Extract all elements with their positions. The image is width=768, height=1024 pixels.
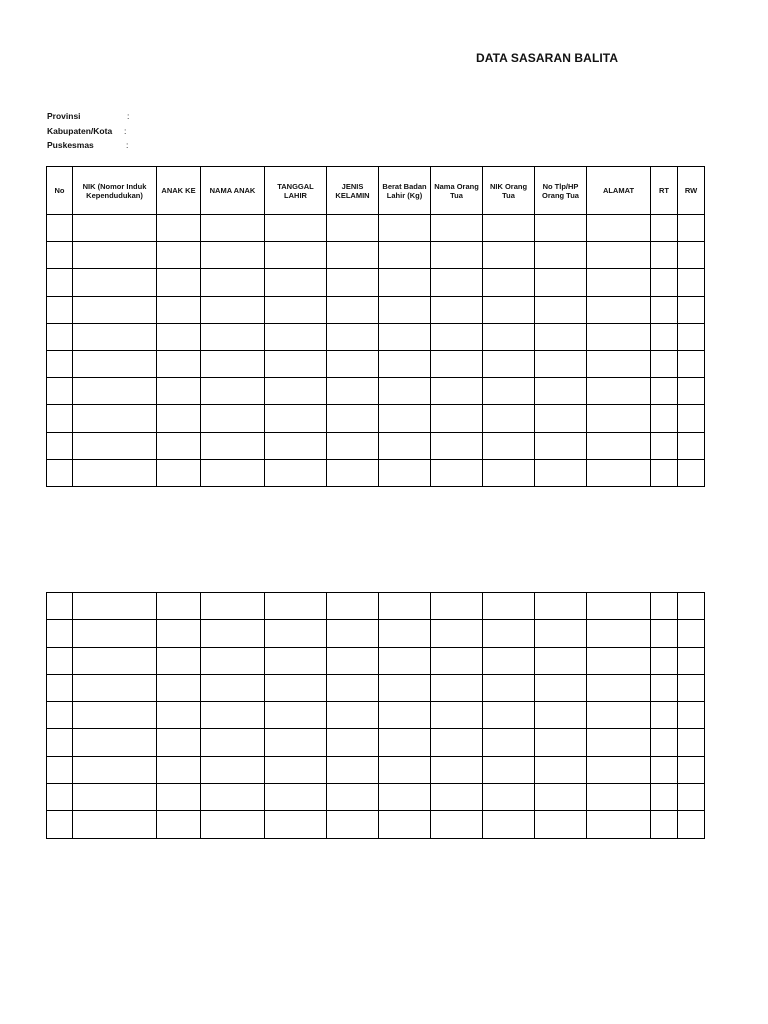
table-cell[interactable] [265,378,327,405]
table-cell[interactable] [587,215,651,242]
table-cell[interactable] [379,215,431,242]
table-cell[interactable] [587,350,651,377]
table-row [47,811,705,838]
table-cell[interactable] [535,296,587,323]
header-nama-anak: NAMA ANAK [201,167,265,215]
table-cell[interactable] [47,323,73,350]
table-cell[interactable] [379,674,431,701]
table-cell[interactable] [379,593,431,620]
table-cell[interactable] [201,729,265,756]
table-cell[interactable] [431,459,483,486]
table-header-row [47,167,705,215]
table-cell[interactable] [651,269,678,296]
table-cell[interactable] [47,674,73,701]
table-cell[interactable] [678,729,705,756]
table-cell[interactable] [157,620,201,647]
table-cell[interactable] [678,378,705,405]
table-cell[interactable] [483,378,535,405]
table-cell[interactable] [678,756,705,783]
table-cell[interactable] [157,242,201,269]
header-rw: RW [678,167,705,215]
table-cell[interactable] [265,350,327,377]
table-cell[interactable] [483,405,535,432]
table-cell[interactable] [201,674,265,701]
table-cell[interactable] [47,242,73,269]
table-cell[interactable] [157,323,201,350]
table-cell[interactable] [483,756,535,783]
table-cell[interactable] [327,432,379,459]
table-cell[interactable] [73,593,157,620]
table-cell[interactable] [535,756,587,783]
table-cell[interactable] [157,215,201,242]
table-cell[interactable] [327,702,379,729]
table-cell[interactable] [535,405,587,432]
table-cell[interactable] [431,378,483,405]
balita-data-table [46,166,705,487]
header-no: No [47,167,73,215]
table-cell[interactable] [651,756,678,783]
table-cell[interactable] [47,378,73,405]
table-cell[interactable] [587,811,651,838]
table-cell[interactable] [379,811,431,838]
table-cell[interactable] [201,350,265,377]
table-cell[interactable] [431,811,483,838]
table-cell[interactable] [157,729,201,756]
page-title: DATA SASARAN BALITA [476,51,619,65]
table-cell[interactable] [587,784,651,811]
table-cell[interactable] [678,811,705,838]
table-cell[interactable] [678,323,705,350]
table-cell[interactable] [483,729,535,756]
table-cell[interactable] [157,405,201,432]
table-cell[interactable] [157,350,201,377]
table-cell[interactable] [587,269,651,296]
table-cell[interactable] [73,784,157,811]
table-cell[interactable] [431,674,483,701]
table-cell[interactable] [327,620,379,647]
table-cell[interactable] [157,432,201,459]
table-cell[interactable] [483,269,535,296]
table-cell[interactable] [379,647,431,674]
table-cell[interactable] [379,702,431,729]
table-cell[interactable] [587,405,651,432]
table-row [47,215,705,242]
table-cell[interactable] [483,323,535,350]
table-cell[interactable] [73,323,157,350]
table-cell[interactable] [483,593,535,620]
table-cell[interactable] [483,784,535,811]
table-cell[interactable] [201,620,265,647]
table-cell[interactable] [379,350,431,377]
table-cell[interactable] [379,620,431,647]
table-cell[interactable] [651,459,678,486]
table-row [47,432,705,459]
table-cell[interactable] [201,242,265,269]
table-cell[interactable] [265,405,327,432]
table-cell[interactable] [483,296,535,323]
table-cell[interactable] [535,269,587,296]
table-cell[interactable] [678,242,705,269]
table-cell[interactable] [201,269,265,296]
table-cell[interactable] [47,702,73,729]
table-row [47,350,705,377]
table-cell[interactable] [651,215,678,242]
table-cell[interactable] [265,269,327,296]
table-cell[interactable] [47,620,73,647]
table-cell[interactable] [265,756,327,783]
meta-colon-kabupaten-kota: : [124,125,127,136]
table-cell[interactable] [431,620,483,647]
table-cell[interactable] [431,405,483,432]
table-cell[interactable] [379,378,431,405]
table-cell[interactable] [483,647,535,674]
meta-label-puskesmas: Puskesmas [47,140,94,150]
table-cell[interactable] [379,405,431,432]
table-row [47,459,705,486]
table-cell[interactable] [587,729,651,756]
table-cell[interactable] [535,784,587,811]
table-cell[interactable] [678,459,705,486]
table-cell[interactable] [73,350,157,377]
table-cell[interactable] [535,215,587,242]
table-cell[interactable] [587,756,651,783]
table-cell[interactable] [587,378,651,405]
table-cell[interactable] [201,593,265,620]
table-cell[interactable] [483,215,535,242]
table-cell[interactable] [535,647,587,674]
table-cell[interactable] [47,350,73,377]
table-cell[interactable] [47,784,73,811]
table-cell[interactable] [651,729,678,756]
header-jenis-kelamin: JENIS KELAMIN [327,167,379,215]
meta-colon-puskesmas: : [126,140,129,150]
table-cell[interactable] [379,296,431,323]
table-cell[interactable] [265,784,327,811]
table-cell[interactable] [327,350,379,377]
table-cell[interactable] [327,269,379,296]
table-row [47,378,705,405]
table-cell[interactable] [73,269,157,296]
header-nik-orang-tua: NIK Orang Tua [483,167,535,215]
table-cell[interactable] [651,378,678,405]
table-cell[interactable] [651,674,678,701]
table-cell[interactable] [678,296,705,323]
table-cell[interactable] [47,729,73,756]
table-cell[interactable] [678,702,705,729]
table-cell[interactable] [651,432,678,459]
header-rt: RT [651,167,678,215]
table-cell[interactable] [47,405,73,432]
table-cell[interactable] [327,647,379,674]
table-cell[interactable] [327,242,379,269]
table-cell[interactable] [431,242,483,269]
table-cell[interactable] [157,296,201,323]
table-cell[interactable] [651,242,678,269]
table-cell[interactable] [73,674,157,701]
table-cell[interactable] [678,350,705,377]
table-cell[interactable] [327,323,379,350]
table-cell[interactable] [535,242,587,269]
table-cell[interactable] [483,620,535,647]
table-cell[interactable] [678,432,705,459]
table-cell[interactable] [651,784,678,811]
table-row [47,620,705,647]
table-cell[interactable] [201,702,265,729]
table-cell[interactable] [587,459,651,486]
table-row [47,729,705,756]
table-cell[interactable] [327,784,379,811]
table-cell[interactable] [47,215,73,242]
table-cell[interactable] [651,593,678,620]
header-tanggal-lahir: TANGGAL LAHIR [265,167,327,215]
table-cell[interactable] [327,459,379,486]
header-no-tlp-orang-tua: No Tlp/HP Orang Tua [535,167,587,215]
table-cell[interactable] [157,378,201,405]
table-cell[interactable] [201,647,265,674]
table-cell[interactable] [265,215,327,242]
table-cell[interactable] [201,323,265,350]
balita-continuation-table [46,592,705,839]
table-cell[interactable] [265,593,327,620]
table-cell[interactable] [431,296,483,323]
table-cell[interactable] [201,432,265,459]
table-cell[interactable] [651,620,678,647]
table-cell[interactable] [431,215,483,242]
table-cell[interactable] [651,647,678,674]
table-cell[interactable] [379,784,431,811]
table-cell[interactable] [73,756,157,783]
table-cell[interactable] [379,756,431,783]
table-cell[interactable] [201,405,265,432]
table-row [47,405,705,432]
table-cell[interactable] [73,620,157,647]
table-cell[interactable] [47,647,73,674]
table-cell[interactable] [265,620,327,647]
table-cell[interactable] [47,756,73,783]
table-cell[interactable] [678,647,705,674]
table-row [47,242,705,269]
table-cell[interactable] [265,702,327,729]
table-cell[interactable] [651,702,678,729]
table-cell[interactable] [431,323,483,350]
table-row [47,593,705,620]
table-cell[interactable] [327,215,379,242]
table-cell[interactable] [483,242,535,269]
table-cell[interactable] [483,459,535,486]
table-cell[interactable] [47,593,73,620]
table-row [47,756,705,783]
table-cell[interactable] [651,405,678,432]
table-cell[interactable] [535,729,587,756]
table-cell[interactable] [73,215,157,242]
table-cell[interactable] [157,674,201,701]
table-cell[interactable] [431,269,483,296]
table-cell[interactable] [73,242,157,269]
second-table-body [47,593,705,839]
table-cell[interactable] [265,729,327,756]
table-cell[interactable] [73,459,157,486]
table-cell[interactable] [265,296,327,323]
table-cell[interactable] [651,323,678,350]
table-cell[interactable] [587,432,651,459]
table-cell[interactable] [651,811,678,838]
header-alamat: ALAMAT [587,167,651,215]
table-cell[interactable] [327,756,379,783]
table-cell[interactable] [587,323,651,350]
header-nik: NIK (Nomor Induk Kependudukan) [73,167,157,215]
table-row [47,674,705,701]
table-cell[interactable] [157,647,201,674]
table-cell[interactable] [47,811,73,838]
table-cell[interactable] [327,729,379,756]
table-cell[interactable] [73,296,157,323]
table-cell[interactable] [587,702,651,729]
table-cell[interactable] [535,378,587,405]
table-row [47,702,705,729]
table-cell[interactable] [201,784,265,811]
header-berat-badan-lahir: Berat Badan Lahir (Kg) [379,167,431,215]
meta-label-kabupaten-kota: Kabupaten/Kota [47,125,113,136]
table-cell[interactable] [327,593,379,620]
table-cell[interactable] [678,674,705,701]
table-cell[interactable] [379,269,431,296]
table-cell[interactable] [535,323,587,350]
table-row [47,784,705,811]
table-row [47,269,705,296]
table-cell[interactable] [73,729,157,756]
table-cell[interactable] [265,323,327,350]
table-cell[interactable] [379,242,431,269]
table-cell[interactable] [379,459,431,486]
table-cell[interactable] [678,215,705,242]
table-cell[interactable] [201,296,265,323]
table-cell[interactable] [651,350,678,377]
table-cell[interactable] [535,593,587,620]
table-cell[interactable] [265,674,327,701]
table-cell[interactable] [535,432,587,459]
table-cell[interactable] [201,378,265,405]
table-cell[interactable] [483,350,535,377]
table-cell[interactable] [73,702,157,729]
table-cell[interactable] [483,432,535,459]
table-cell[interactable] [201,756,265,783]
meta-label-provinsi: Provinsi [47,111,81,121]
table-cell[interactable] [587,593,651,620]
table-cell[interactable] [535,811,587,838]
table-cell[interactable] [201,215,265,242]
table-cell[interactable] [73,432,157,459]
table-row [47,296,705,323]
table-cell[interactable] [157,756,201,783]
table-cell[interactable] [157,811,201,838]
table-cell[interactable] [431,729,483,756]
table-cell[interactable] [157,702,201,729]
table-cell[interactable] [431,647,483,674]
table-cell[interactable] [201,811,265,838]
table-cell[interactable] [535,620,587,647]
table-cell[interactable] [587,242,651,269]
table-cell[interactable] [265,432,327,459]
table-cell[interactable] [157,459,201,486]
table-cell[interactable] [678,593,705,620]
table-cell[interactable] [327,378,379,405]
table-cell[interactable] [157,269,201,296]
table-cell[interactable] [47,296,73,323]
table-cell[interactable] [379,432,431,459]
main-table-body [47,215,705,487]
table-cell[interactable] [483,702,535,729]
meta-colon-provinsi: : [127,111,130,121]
table-cell[interactable] [587,674,651,701]
table-cell[interactable] [431,432,483,459]
table-cell[interactable] [379,729,431,756]
table-row [47,323,705,350]
table-cell[interactable] [327,811,379,838]
table-cell[interactable] [587,296,651,323]
table-cell[interactable] [431,702,483,729]
table-cell[interactable] [327,405,379,432]
table-cell[interactable] [157,784,201,811]
table-cell[interactable] [535,350,587,377]
table-cell[interactable] [73,378,157,405]
table-cell[interactable] [265,811,327,838]
table-cell[interactable] [157,593,201,620]
table-cell[interactable] [678,269,705,296]
table-cell[interactable] [587,620,651,647]
table-cell[interactable] [431,756,483,783]
table-cell[interactable] [483,811,535,838]
header-nama-orang-tua: Nama Orang Tua [431,167,483,215]
table-cell[interactable] [327,296,379,323]
table-cell[interactable] [379,323,431,350]
table-cell[interactable] [535,702,587,729]
table-cell[interactable] [431,784,483,811]
table-cell[interactable] [651,296,678,323]
table-cell[interactable] [431,350,483,377]
table-cell[interactable] [587,647,651,674]
table-cell[interactable] [678,620,705,647]
header-anak-ke: ANAK KE [157,167,201,215]
table-cell[interactable] [73,647,157,674]
table-cell[interactable] [201,459,265,486]
table-cell[interactable] [678,405,705,432]
table-cell[interactable] [47,432,73,459]
table-cell[interactable] [73,405,157,432]
table-cell[interactable] [678,784,705,811]
table-cell[interactable] [535,459,587,486]
table-cell[interactable] [535,674,587,701]
table-cell[interactable] [47,459,73,486]
table-cell[interactable] [265,459,327,486]
table-cell[interactable] [483,674,535,701]
table-row [47,647,705,674]
table-cell[interactable] [327,674,379,701]
table-cell[interactable] [265,647,327,674]
table-cell[interactable] [73,811,157,838]
table-cell[interactable] [47,269,73,296]
table-cell[interactable] [431,593,483,620]
table-cell[interactable] [265,242,327,269]
